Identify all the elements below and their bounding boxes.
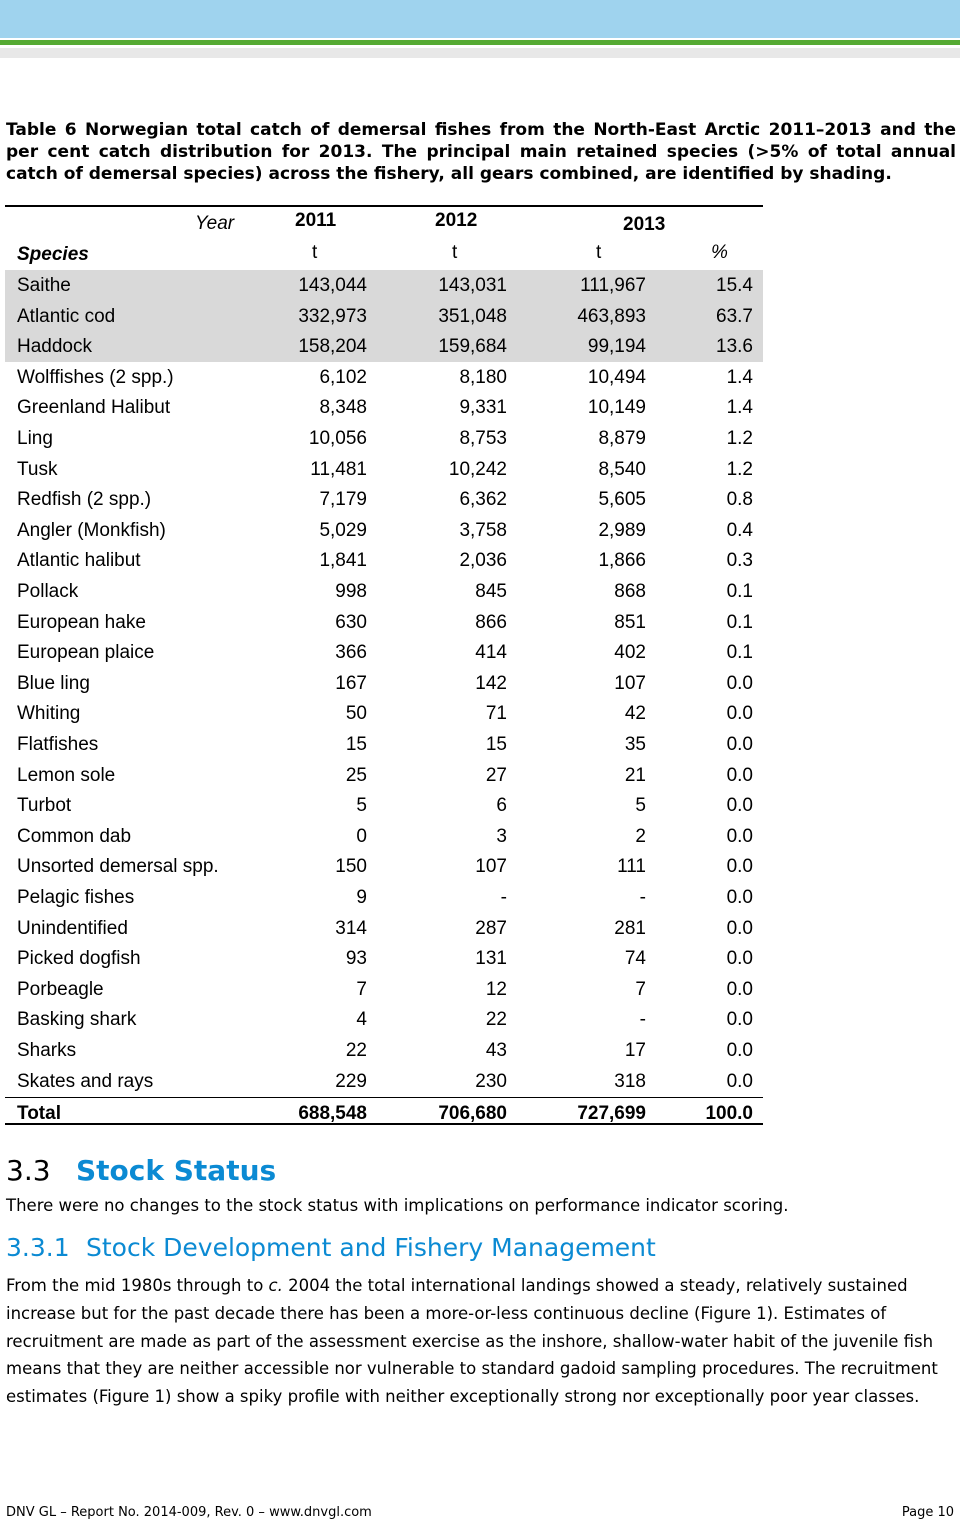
- catch-cell-2013: 318: [614, 1070, 646, 1092]
- species-cell: Pollack: [17, 581, 79, 602]
- catch-cell-2013: 8,540: [598, 458, 646, 480]
- catch-cell-2012: -: [500, 887, 507, 908]
- year-2013-header: 2013: [623, 214, 666, 235]
- table-row: [5, 301, 763, 332]
- section-heading: [6, 1154, 276, 1187]
- species-cell: Skates and rays: [17, 1070, 154, 1092]
- catch-cell-2012: 845: [475, 581, 507, 602]
- catch-cell-2012: 143,031: [438, 275, 507, 296]
- percent-cell: 0.0: [726, 795, 753, 817]
- species-cell: Whiting: [17, 703, 81, 725]
- catch-cell-2011: 150: [335, 856, 367, 878]
- catch-cell-2013: 281: [614, 917, 646, 939]
- percent-cell: 0.0: [726, 978, 753, 1000]
- table-caption: Table 6 Norwegian total catch of demersal fishes from the North-East Arctic 2011–2013 and the per cent catch distribution for 2013. The principal main retained species (>5% of total annual catch of demersal species) across the fishery, all gears combined, are identified by shading.: [6, 120, 956, 184]
- species-cell: Lemon sole: [17, 764, 116, 786]
- catch-cell-2011: 11,481: [310, 458, 367, 480]
- species-cell: European hake: [17, 611, 146, 633]
- table-header-years: [5, 207, 763, 237]
- catch-cell-2012: 15: [485, 734, 507, 755]
- catch-cell-2013: 5,605: [598, 489, 646, 511]
- species-cell: Haddock: [17, 336, 92, 358]
- species-cell: Saithe: [17, 275, 71, 296]
- catch-cell-2012: 71: [485, 703, 507, 725]
- header-green-rule: [0, 40, 960, 45]
- catch-cell-2013: 99,194: [587, 336, 646, 358]
- year-2011-header: 2011: [295, 210, 337, 231]
- body-text-start: From the mid 1980s through to: [6, 1276, 269, 1295]
- table-row: [5, 974, 763, 1005]
- catch-cell-2011: 998: [335, 581, 367, 602]
- total-y2012: 706,680: [438, 1103, 507, 1125]
- percent-cell: 1.4: [726, 397, 753, 419]
- percent-cell: 0.0: [726, 672, 753, 694]
- catch-cell-2013: 42: [624, 703, 646, 725]
- table-row: [5, 392, 763, 423]
- catch-cell-2011: 5: [356, 795, 367, 817]
- catch-cell-2011: 314: [335, 917, 367, 939]
- catch-cell-2012: 414: [475, 642, 507, 664]
- catch-cell-2011: 332,973: [298, 305, 367, 327]
- percent-cell: 0.0: [726, 703, 753, 725]
- catch-cell-2011: 630: [335, 611, 367, 633]
- catch-cell-2012: 6: [496, 795, 507, 817]
- species-cell: Turbot: [17, 795, 72, 817]
- species-cell: Picked dogfish: [17, 948, 141, 970]
- table-row: [5, 362, 763, 393]
- catch-cell-2013: 10,494: [587, 366, 646, 388]
- table-row: [5, 545, 763, 576]
- catch-cell-2013: 2,989: [598, 519, 646, 541]
- catch-cell-2013: 851: [614, 611, 646, 633]
- species-cell: Flatfishes: [17, 734, 99, 755]
- table-header-units: [5, 238, 763, 268]
- percent-cell: 1.4: [726, 366, 753, 388]
- catch-cell-2011: 1,841: [319, 550, 367, 572]
- table-row: [5, 331, 763, 362]
- total-label: Total: [17, 1103, 61, 1125]
- catch-cell-2011: 6,102: [319, 366, 367, 388]
- table-row: [5, 943, 763, 974]
- page-footer: [6, 1505, 954, 1520]
- catch-cell-2011: 143,044: [298, 275, 367, 296]
- unit-2012: t: [452, 242, 458, 263]
- table-row: [5, 851, 763, 882]
- catch-cell-2012: 6,362: [459, 489, 507, 511]
- species-cell: Unindentified: [17, 917, 128, 939]
- catch-cell-2013: 2: [635, 825, 646, 847]
- catch-cell-2011: 229: [335, 1070, 367, 1092]
- section-number: 3.3: [6, 1154, 51, 1187]
- species-cell: Ling: [17, 428, 53, 449]
- species-cell: Tusk: [17, 458, 58, 480]
- percent-cell: 0.8: [726, 489, 753, 511]
- percent-cell: 1.2: [726, 458, 753, 480]
- section-paragraph: There were no changes to the stock status with implications on performance indicator scoring.: [6, 1196, 789, 1215]
- total-pct: 100.0: [705, 1103, 753, 1125]
- catch-cell-2013: 5: [635, 795, 646, 817]
- catch-cell-2012: 351,048: [438, 305, 507, 327]
- catch-cell-2013: 402: [614, 642, 646, 664]
- table-row: [5, 270, 763, 301]
- percent-cell: 0.1: [726, 642, 753, 664]
- catch-cell-2011: 93: [345, 948, 367, 970]
- percent-cell: 0.0: [726, 825, 753, 847]
- percent-cell: 0.0: [726, 1040, 753, 1061]
- catch-cell-2012: 9,331: [459, 397, 507, 419]
- catch-cell-2011: 167: [335, 672, 367, 694]
- table-row: [5, 484, 763, 515]
- catch-cell-2013: 10,149: [587, 397, 646, 419]
- percent-cell: 0.0: [726, 856, 753, 878]
- species-cell: Sharks: [17, 1040, 77, 1061]
- percent-header: %: [711, 242, 728, 263]
- catch-cell-2012: 131: [475, 948, 507, 970]
- catch-table: [5, 205, 763, 1125]
- percent-cell: 15.4: [716, 275, 753, 296]
- catch-cell-2013: 17: [624, 1040, 646, 1061]
- catch-cell-2012: 159,684: [438, 336, 507, 358]
- catch-cell-2013: 463,893: [577, 305, 646, 327]
- year-label: Year: [195, 213, 235, 234]
- table-row: [5, 1066, 763, 1097]
- catch-cell-2011: 4: [356, 1009, 367, 1031]
- species-cell: Angler (Monkfish): [17, 519, 166, 541]
- table-row: [5, 729, 763, 760]
- species-cell: Pelagic fishes: [17, 887, 135, 908]
- catch-cell-2012: 2,036: [459, 550, 507, 572]
- species-cell: Atlantic halibut: [17, 550, 141, 572]
- catch-cell-2011: 10,056: [308, 428, 367, 449]
- subsection-number: 3.3.1: [6, 1233, 70, 1262]
- catch-cell-2013: -: [639, 1009, 646, 1031]
- catch-cell-2011: 15: [345, 734, 367, 755]
- table-row: [5, 515, 763, 546]
- catch-cell-2012: 43: [485, 1040, 507, 1061]
- catch-cell-2011: 158,204: [298, 336, 367, 358]
- catch-cell-2012: 866: [475, 611, 507, 633]
- percent-cell: 0.0: [726, 1070, 753, 1092]
- catch-cell-2012: 10,242: [448, 458, 507, 480]
- catch-cell-2012: 3,758: [459, 519, 507, 541]
- table-row: [5, 821, 763, 852]
- table-row: [5, 790, 763, 821]
- species-cell: Wolffishes (2 spp.): [17, 366, 174, 388]
- catch-cell-2013: 868: [614, 581, 646, 602]
- catch-cell-2012: 107: [475, 856, 507, 878]
- year-2012-header: 2012: [435, 210, 478, 231]
- species-cell: Basking shark: [17, 1009, 137, 1031]
- table-row: [5, 1004, 763, 1035]
- table-row: [5, 637, 763, 668]
- table-row: [5, 607, 763, 638]
- section-title: Stock Status: [76, 1154, 277, 1187]
- percent-cell: 0.3: [726, 550, 753, 572]
- percent-cell: 0.0: [726, 917, 753, 939]
- footer-report-info: DNV GL – Report No. 2014-009, Rev. 0 – www.dnvgl.com: [6, 1505, 372, 1520]
- species-cell: Common dab: [17, 825, 132, 847]
- percent-cell: 0.0: [726, 1009, 753, 1031]
- species-cell: Unsorted demersal spp.: [17, 856, 219, 878]
- catch-cell-2011: 8,348: [319, 397, 367, 419]
- table-row: [5, 698, 763, 729]
- table-row: [5, 423, 763, 454]
- catch-cell-2011: 25: [345, 764, 367, 786]
- catch-cell-2013: 8,879: [598, 428, 646, 449]
- catch-cell-2011: 9: [356, 887, 367, 908]
- table-row: [5, 576, 763, 607]
- catch-cell-2011: 366: [335, 642, 367, 664]
- catch-cell-2012: 230: [475, 1070, 507, 1092]
- percent-cell: 13.6: [716, 336, 753, 358]
- table-bottom-rule: [5, 1123, 763, 1125]
- catch-cell-2011: 22: [345, 1040, 367, 1061]
- catch-cell-2011: 7: [356, 978, 367, 1000]
- species-cell: European plaice: [17, 642, 155, 664]
- total-y2011: 688,548: [298, 1103, 367, 1125]
- percent-cell: 0.0: [726, 734, 753, 755]
- percent-cell: 0.0: [726, 887, 753, 908]
- unit-2013: t: [596, 242, 602, 263]
- percent-cell: 63.7: [716, 305, 753, 327]
- footer-page-number: Page 10: [901, 1505, 954, 1520]
- catch-cell-2011: 7,179: [319, 489, 367, 511]
- percent-cell: 0.1: [726, 611, 753, 633]
- body-paragraph: [6, 1272, 956, 1411]
- catch-cell-2012: 287: [475, 917, 507, 939]
- percent-cell: 0.1: [726, 581, 753, 602]
- catch-cell-2013: 111: [617, 856, 646, 878]
- catch-cell-2012: 12: [485, 978, 507, 1000]
- species-cell: Atlantic cod: [17, 305, 116, 327]
- percent-cell: 1.2: [726, 428, 753, 449]
- subsection-title: Stock Development and Fishery Management: [86, 1233, 656, 1262]
- catch-cell-2013: 35: [624, 734, 646, 755]
- unit-2011: t: [312, 242, 318, 263]
- species-cell: Greenland Halibut: [17, 397, 171, 419]
- table-row: [5, 454, 763, 485]
- species-cell: Porbeagle: [17, 978, 104, 1000]
- percent-cell: 0.0: [726, 764, 753, 786]
- total-y2013: 727,699: [577, 1103, 646, 1125]
- catch-cell-2013: 74: [624, 948, 646, 970]
- catch-cell-2011: 50: [345, 703, 367, 725]
- percent-cell: 0.4: [726, 519, 753, 541]
- body-text-rest: 2004 the total international landings showed a steady, relatively sustained increase but for the past decade there has been a more-or-less continuous decline (Figure 1). Estimates of recruitment are made as part of the assessment exercise as the inshore, shallow-water habit of the juvenile fish means that they are neither accessible nor vulnerable to standard gadoid sampling procedures. The recruitment estimates (Figure 1) show a spiky profile with neither exceptionally strong nor exceptionally poor year classes.: [6, 1276, 938, 1407]
- percent-cell: 0.0: [726, 948, 753, 970]
- catch-cell-2011: 0: [356, 825, 367, 847]
- catch-cell-2012: 8,180: [459, 366, 507, 388]
- table-row: [5, 913, 763, 944]
- catch-cell-2013: 1,866: [598, 550, 646, 572]
- species-cell: Blue ling: [17, 672, 90, 694]
- catch-cell-2012: 3: [496, 825, 507, 847]
- table-row: [5, 668, 763, 699]
- catch-cell-2013: 107: [614, 672, 646, 694]
- catch-cell-2012: 27: [485, 764, 507, 786]
- catch-cell-2011: 5,029: [319, 519, 367, 541]
- catch-cell-2013: 7: [635, 978, 646, 1000]
- catch-cell-2013: -: [639, 887, 646, 908]
- header-band: [0, 0, 960, 38]
- body-text-circa: c.: [268, 1276, 283, 1295]
- subsection-heading: [6, 1233, 656, 1262]
- catch-cell-2012: 22: [485, 1009, 507, 1031]
- catch-cell-2013: 21: [624, 764, 646, 786]
- table-row: [5, 882, 763, 913]
- table-row: [5, 760, 763, 791]
- catch-cell-2012: 142: [475, 672, 507, 694]
- species-cell: Redfish (2 spp.): [17, 489, 152, 511]
- catch-cell-2013: 111,967: [580, 275, 646, 296]
- species-header: Species: [17, 244, 89, 265]
- header-gray-rule: [0, 48, 960, 58]
- catch-cell-2012: 8,753: [459, 428, 507, 449]
- table-row: [5, 1035, 763, 1066]
